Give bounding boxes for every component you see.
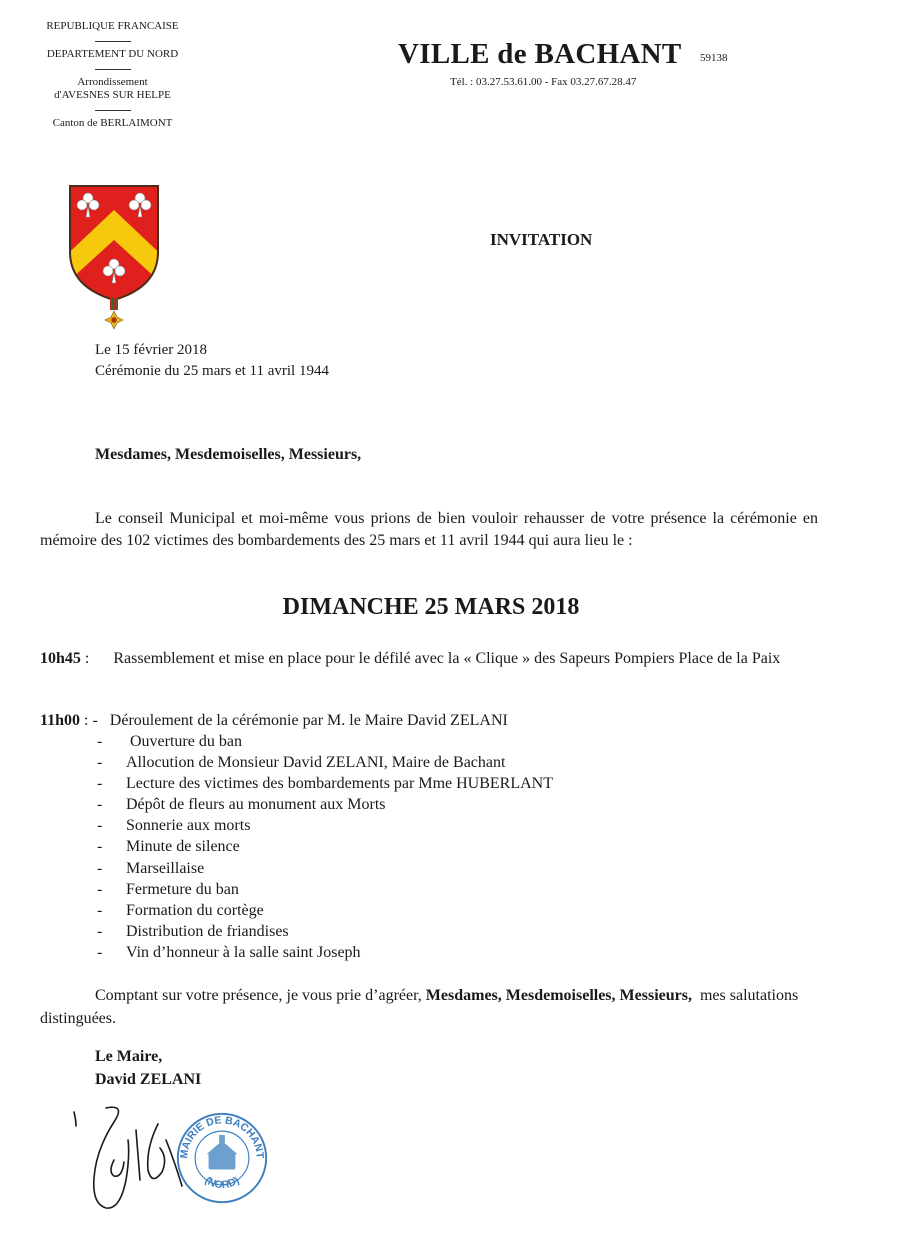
schedule-separator: : <box>80 650 114 667</box>
divider <box>95 110 131 111</box>
schedule-time: 10h45 <box>40 650 81 667</box>
canton-label: Canton de BERLAIMONT <box>52 117 173 129</box>
arrondissement-label: Arrondissement <box>77 76 148 88</box>
salutation: Mesdames, Mesdemoiselles, Messieurs, <box>95 446 362 463</box>
arrondissement-name: d'AVESNES SUR HELPE <box>54 89 171 101</box>
signoff-role: Le Maire, <box>95 1048 163 1065</box>
closing-paragraph: Comptant sur votre présence, je vous prie d’agréer, Mesdames, Mesdemoiselles, Messieurs, mes salutations distinguées. <box>40 987 803 1027</box>
intro-paragraph: Le conseil Municipal et moi-même vous prions de bien vouloir rehausser de votre présence la cérémonie en mémoire des 102 victimes des bombardements des 25 mars et 11 avril 1944 qui aura lieu le : <box>40 510 818 549</box>
schedule-text: Rassemblement et mise en place pour le défilé avec la « Clique » des Sapeurs Pompiers Place de la Paix <box>113 650 781 667</box>
list-item: - Ouverture du ban <box>97 733 242 750</box>
signoff <box>95 1045 201 1091</box>
schedule-separator: : - <box>80 712 110 729</box>
signoff-name: David ZELANI <box>95 1071 202 1088</box>
date-line: Le 15 février 2018 <box>95 342 208 358</box>
signature-icon <box>66 1100 186 1215</box>
republic-label: REPUBLIQUE FRANCAISE <box>46 20 179 32</box>
department-label: DEPARTEMENT DU NORD <box>46 48 179 60</box>
programme-list <box>97 731 553 963</box>
list-item: - Allocution de Monsieur David ZELANI, Maire de Bachant <box>97 754 506 772</box>
document-title: INVITATION <box>490 230 593 249</box>
list-item: - Marseillaise <box>97 859 205 877</box>
schedule-time: 11h00 <box>40 712 81 729</box>
contact-line: Tél. : 03.27.53.61.00 - Fax 03.27.67.28.47 <box>450 76 637 88</box>
list-item: - Dépôt de fleurs au monument aux Morts <box>97 796 386 814</box>
list-item: - Fermeture du ban <box>97 880 239 898</box>
closing-salutation: Mesdames, Mesdemoiselles, Messieurs, <box>425 987 692 1004</box>
list-item: - Vin d’honneur à la salle saint Joseph <box>97 943 361 961</box>
subject-line: Cérémonie du 25 mars et 11 avril 1944 <box>95 363 329 379</box>
town-title: VILLE de BACHANT <box>398 38 682 70</box>
schedule-entry-1100 <box>40 710 508 731</box>
administrative-header <box>20 20 205 130</box>
stamp-top-text: MAIRIE DE BACHANT <box>178 1114 266 1160</box>
schedule-entry-1045 <box>40 648 840 669</box>
stamp-bottom-text: (NORD) <box>202 1174 242 1192</box>
list-item: - Formation du cortège <box>97 901 264 919</box>
date-block <box>95 340 329 382</box>
divider <box>95 69 131 70</box>
list-item: - Distribution de friandises <box>97 922 289 940</box>
list-item: - Minute de silence <box>97 838 240 856</box>
list-item: - Sonnerie aux morts <box>97 817 251 835</box>
schedule-text: Déroulement de la cérémonie par M. le Maire David ZELANI <box>109 712 508 729</box>
divider <box>95 41 131 42</box>
town-hall-stamp-icon <box>174 1110 270 1206</box>
event-date: DIMANCHE 25 MARS 2018 <box>282 594 580 620</box>
coat-of-arms-icon <box>64 182 164 332</box>
postcode: 59138 <box>700 52 728 64</box>
list-item: - Lecture des victimes des bombardements par Mme HUBERLANT <box>97 775 553 793</box>
